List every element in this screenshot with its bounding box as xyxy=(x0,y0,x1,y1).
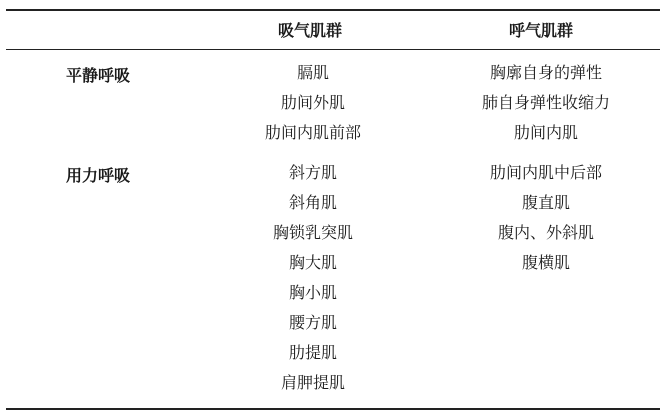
table-cell: 斜角肌 xyxy=(288,193,337,212)
forced-exhale-list xyxy=(466,160,626,280)
forced-inhale-list xyxy=(228,160,398,400)
table-cell: 腰方肌 xyxy=(288,313,337,332)
table-cell: 肋间内肌中后部 xyxy=(489,163,602,182)
row-label-quiet: 平静呼吸 xyxy=(66,66,131,85)
header-exhale: 呼气肌群 xyxy=(509,21,574,40)
table-cell: 腹内、外斜肌 xyxy=(497,223,594,242)
table-cell: 膈肌 xyxy=(296,63,329,82)
table-cell: 肋间外肌 xyxy=(280,93,345,112)
top-rule xyxy=(6,9,660,11)
header-rule xyxy=(6,49,660,50)
table-cell: 肩胛提肌 xyxy=(280,373,345,392)
table-cell: 胸廓自身的弹性 xyxy=(489,63,602,82)
row-label-forced: 用力呼吸 xyxy=(66,166,131,185)
table-cell: 肋间内肌 xyxy=(513,123,578,142)
table-cell: 腹横肌 xyxy=(521,253,570,272)
table-cell: 腹直肌 xyxy=(521,193,570,212)
bottom-rule xyxy=(6,408,660,410)
table-cell: 肋提肌 xyxy=(288,343,337,362)
header-inhale: 吸气肌群 xyxy=(278,21,343,40)
table-cell: 胸大肌 xyxy=(288,253,337,272)
quiet-inhale-list xyxy=(228,60,398,150)
table-cell: 斜方肌 xyxy=(288,163,337,182)
table-cell: 胸锁乳突肌 xyxy=(272,223,353,242)
table-cell: 肋间内肌前部 xyxy=(264,123,361,142)
table-cell: 肺自身弹性收缩力 xyxy=(481,93,610,112)
table-cell: 胸小肌 xyxy=(288,283,337,302)
quiet-exhale-list xyxy=(466,60,626,150)
